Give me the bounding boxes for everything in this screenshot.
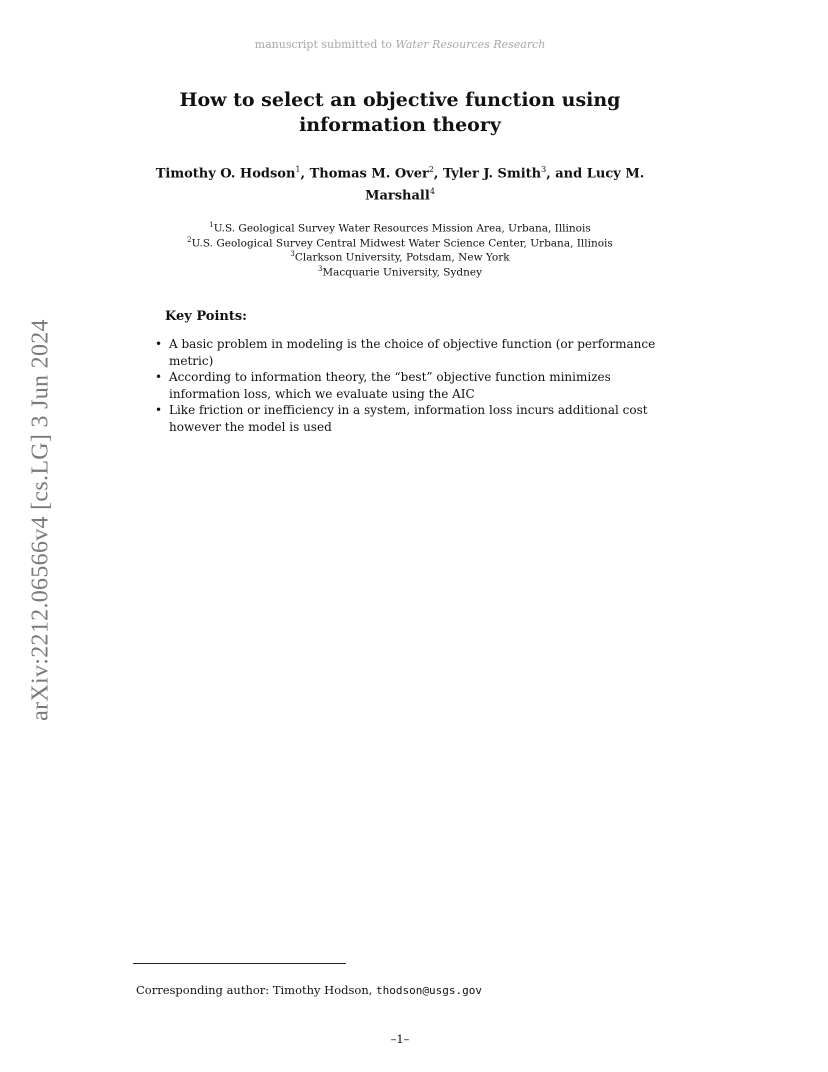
author-email: thodson@usgs.gov (376, 984, 483, 997)
affiliation-text: U.S. Geological Survey Central Midwest Water Science Center, Urbana, Illinois (191, 237, 613, 249)
affiliation-text: Clarkson University, Potsdam, New York (294, 251, 510, 264)
author-mark: 2 (428, 165, 434, 174)
affiliation-mark: 1 (209, 221, 214, 229)
author-name: Thomas M. Over (309, 166, 429, 182)
key-points-heading: Key Points: (165, 309, 247, 324)
header-prefix: manuscript submitted to (254, 38, 396, 51)
author-mark: 1 (295, 165, 301, 174)
author-name: Tyler J. Smith (442, 166, 542, 182)
list-item (154, 336, 666, 369)
author-separator: , (433, 166, 443, 182)
bullet-icon: • (155, 370, 163, 384)
author-name: Timothy O. Hodson (155, 166, 296, 182)
affiliation-mark: 3 (317, 264, 323, 273)
author-name: Lucy M. Marshall (365, 166, 645, 204)
affiliation-text: U.S. Geological Survey Water Resources Mission Area, Urbana, Illinois (213, 222, 591, 235)
affiliation-mark: 3 (290, 250, 295, 258)
corresponding-author-footnote (136, 983, 482, 997)
bullet-icon: • (155, 337, 163, 351)
affiliation (130, 249, 670, 264)
bullet-icon: • (155, 403, 163, 417)
key-points-list (154, 336, 666, 435)
key-point-text: A basic problem in modeling is the choice of objective function (or performance metric) (169, 337, 656, 368)
arxiv-identifier: arXiv:2212.06566v4 [cs.LG] 3 Jun 2024 (27, 319, 54, 721)
author-mark: 4 (429, 187, 435, 197)
author-list (130, 161, 670, 206)
author-mark: 3 (541, 165, 547, 174)
journal-name: Water Resources Research (395, 38, 546, 51)
footnote-text: Corresponding author: Timothy Hodson, (136, 983, 377, 997)
page-number: –1– (390, 1032, 410, 1046)
author-separator: , (300, 166, 310, 182)
affiliations (130, 220, 670, 278)
author-separator: , and (546, 166, 587, 182)
paper-title: How to select an objective function using information theory (179, 89, 621, 136)
affiliation (130, 235, 670, 250)
affiliation (130, 220, 670, 235)
list-item (154, 369, 666, 402)
running-header (0, 38, 800, 51)
footnote-divider (133, 963, 346, 964)
list-item (154, 402, 666, 435)
key-point-text: According to information theory, the “best” objective function minimizes information loss, which we evaluate using the AIC (169, 370, 611, 401)
key-point-text: Like friction or inefficiency in a system, information loss incurs additional cost however the model is used (169, 403, 648, 434)
affiliation-text: Macquarie University, Sydney (322, 266, 483, 278)
affiliation (130, 264, 670, 279)
affiliation-mark: 2 (187, 235, 192, 244)
